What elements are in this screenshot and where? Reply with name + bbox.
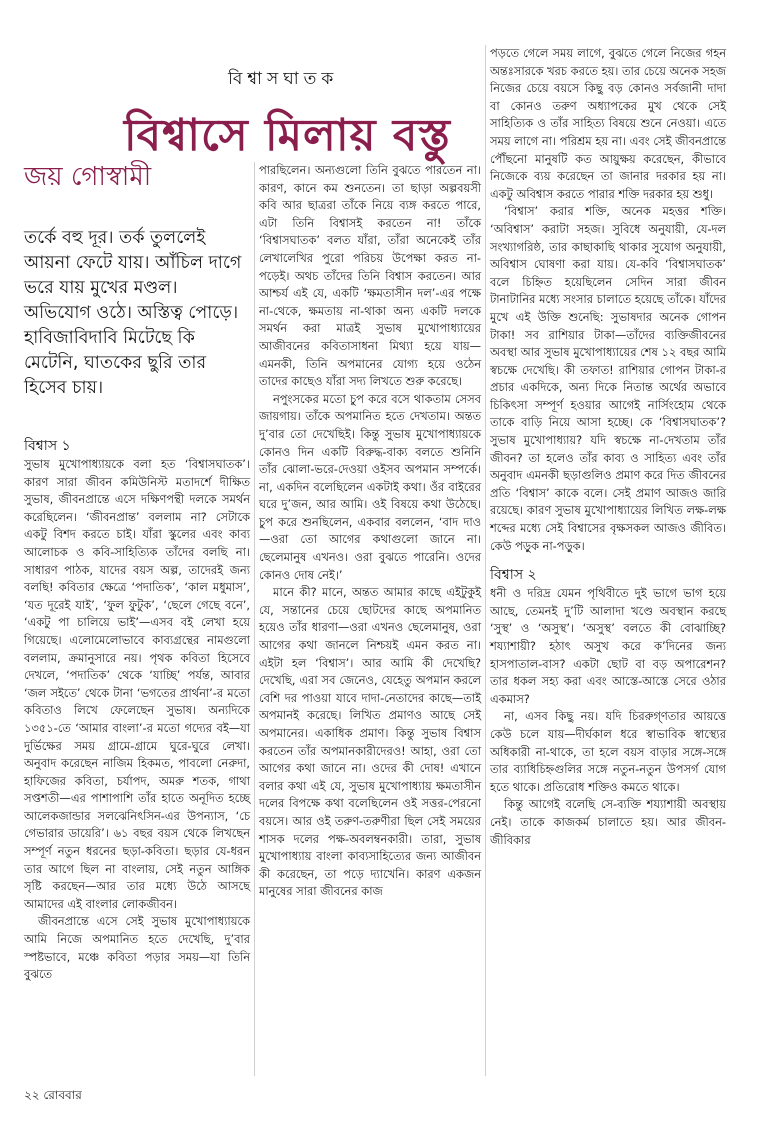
section-kicker: বিশ্বাসঘাতক: [228, 69, 339, 89]
section-heading: বিশ্বাস ২: [490, 567, 537, 584]
headline: বিশ্বাসে মিলায় বস্তু: [124, 110, 451, 161]
lede-paragraph: তর্কে বহু দূর। তর্ক তুললেই আয়না ফেটে যায়। আঁচিল দাগে ভরে যায় মুখের মণ্ডল। অভিযোগ ওঠে। অস্তিত্ব পোড়ে। হাবিজাবিদাবি মিটেছে কি মেটেনি, ঘাতকের ছুরি তার হিসেব চায়।: [24, 228, 242, 398]
section-heading: বিশ্বাস ১: [24, 438, 71, 454]
body-paragraph: ‘বিশ্বাস’ করার শক্তি, অনেক মহত্তর শক্তি। ‘অবিশ্বাস’ করাটা সহজ। সুবিধে অনুযায়ী, যে-দল সংখ্যাগরিষ্ঠ, তার কাছাকাছি থাকার সুযোগ অনুযায়ী, অবিশ্বাস ঘোষণা করা যায়। যে-কবি ‘বিশ্বাসঘাতক’ বলে চিহ্নিত হয়েছিলেন সেদিন সারা জীবন টানাটানির মধ্যে সংসার চালাতে হয়েছে তাঁকে। যাঁদের মুখে এই উক্তি শুনেছি: সুভাষদার অনেক গোপন টাকা! সব রাশিয়ার টাকা—তাঁদের ব্যক্তিজীবনের অবস্থা আর সুভাষ মুখোপাধ্যায়ের শেষ ১২ বছর আমি স্বচক্ষে দেখেছি। কী তফাত! রাশিয়ার গোপন টাকা-র প্রচার একদিকে, অন্য দিকে নিতান্ত অর্থের অভাবে চিকিৎসা সম্পূর্ণ হওয়ার আগেই নার্সিংহোম থেকে তাকে বাড়ি নিয়ে আসা হচ্ছে। কে ‘বিশ্বাসঘাতক’? সুভাষ মুখোপাধ্যায়? যদি স্বচক্ষে না-দেখতাম তাঁর জীবন? তা হলেও তাঁর কাব্য ও সাহিত্য এবং তাঁর অনুবাদ এমনকী ছড়াগুলিও প্রমাণ করে দিত জীবনের প্রতি ‘বিশ্বাস’ কাকে বলে। সেই প্রমাণ আজও জারি রয়েছে। কারণ সুভাষ মুখোপাধ্যায়ের লিখিত লক্ষ-লক্ষ শব্দের মধ্যে সেই বিশ্বাসের বৃক্ষসকল আজও জীবিত। কেউ পড়ুক না-পড়ুক।: [490, 204, 726, 553]
body-paragraph: জীবনপ্রান্তে এসে সেই সুভাষ মুখোপাধ্যায়কে আমি নিজে অপমানিত হতে দেখেছি, দু’বার স্পষ্টভাবে, মঞ্চে কবিতা পড়ার সময়—যা তিনি বুঝতে: [24, 914, 250, 982]
body-column-3: [490, 45, 726, 1076]
body-column-2: [259, 162, 481, 1076]
body-paragraph: না, এসব কিছু নয়। যদি চিররুগ্‌ণতার আয়ত্তে কেউ চলে যায়—দীর্ঘকাল ধরে স্বাভাবিক স্বাস্থ্যের অধিকারী না-থাকে, তা হলে বয়স বাড়ার সঙ্গে-সঙ্গে তার ব্যাধিচিহ্নগুলির সঙ্গে নতুন-নতুন উপসর্গ যোগ হতে থাকে। প্রতিরোধ শক্তিও কমতে থাকে।: [490, 709, 726, 794]
body-paragraph: মানে কী? মানে, অন্তত আমার কাছে এইটুকুই যে, সন্তানের চেয়ে ছোটদের কাছে অপমানিত হয়েও তাঁর ধারণা—ওরা এখনও ছেলেমানুষ, ওরা আগের কথা জানলে নিশ্চয়ই এমন করত না। এইটা হল ‘বিশ্বাস’। আর আমি কী দেখেছি? দেখেছি, এরা সব জেনেও, যেহেতু অপমান করলে বেশি দর পাওয়া যাবে দাদা-নেতাদের কাছে—তাই অপমানই করেছে। লিখিত প্রমাণও আছে সেই অপমানের। একাধিক প্রমাণ। কিন্তু সুভাষ বিশ্বাস করতেন তাঁর অপমানকারীদেরও! আহা, ওরা তো আগের কথা জানে না। ওদের কী দোষ! এখানে বলার কথা এই যে, সুভাষ মুখোপাধ্যায় ক্ষমতাসীন দলের বিপক্ষে কথা বলেছিলেন ওই সত্তর-পেরনো বয়সে। আর ওই তরুণ-তরুণীরা ছিল সেই সময়ের শাসক দলের পক্ষ-অবলম্বনকারী। তারা, সুভাষ মুখোপাধ্যায় বাংলা কাব্যসাহিত্যের জন্য আজীবন কী করেছেন, তা পড়ে দ্যাখেনি। কারণ একজন মানুষের সারা জীবনের কাজ: [259, 585, 481, 899]
body-paragraph: পড়তে গেলে সময় লাগে, বুঝতে গেলে নিজের গহন অন্তঃসারকে খরচ করতে হয়। তার চেয়ে অনেক সহজ নিজের চেয়ে বয়সে কিছু বড় কোনও সর্বজানী দাদা বা কোনও তরুণ অধ্যাপকের মুখ থেকে সেই সাহিত্যিক ও তাঁর সাহিত্য বিষয়ে শুনে নেওয়া। এতে সময় লাগে না। পরিশ্রম হয় না। এবং সেই জীবনপ্রান্তে পৌঁছনো মানুষটি কত আয়ুক্ষয় করেছেন, কীভাবে নিজেকে ব্যয় করেছেন তা জানার দরকার হয় না। একটু অবিশ্বাস করতে পারার শক্তি দরকার হয় শুধু।: [490, 46, 726, 201]
body-paragraph: পারছিলেন। অন্যগুলো তিনি বুঝতে পারতেন না। কারণ, কানে কম শুনতেন। তা ছাড়া অল্পবয়সী কবি আর ছাত্ররা তাঁকে নিয়ে ব্যঙ্গ করতে পারে, এটা তিনি বিশ্বাসই করতেন না! তাঁকে ‘বিশ্বাসঘাতক’ বলত যাঁরা, তাঁরা অনেকেই তাঁর লেখালেখির পুরো পরিচয় উপেক্ষা করত না-পড়েই। অথচ তাঁদের তিনি বিশ্বাস করতেন। আর আশ্চর্য এই যে, একটি ‘ক্ষমতাসীন দল’-এর পক্ষে না-থেকে, ক্ষমতায় না-থাকা অন্য একটি দলকে সমর্থন করা মাত্রই সুভাষ মুখোপাধ্যায়ের আজীবনের কবিতাসাধনা মিথ্যা হয়ে যায়—এমনকী, তিনি অপমানের যোগ্য হয়ে ওঠেন তাদের কাছেও যাঁরা সদ্য লিখতে শুরু করেছে।: [259, 163, 481, 389]
body-paragraph: সুভাষ মুখোপাধ্যায়কে বলা হত ‘বিশ্বাসঘাতক’। কারণ সারা জীবন কমিউনিস্ট মতাদর্শে দীক্ষিত সুভাষ, জীবনপ্রান্তে এসে দক্ষিণপন্থী দলকে সমর্থন করেছিলেন। ‘জীবনপ্রান্ত’ বললাম না? সেটাকে একটু বিশদ করতে চাই। যাঁরা স্কুলের এবং কাব্য আলোচক ও কবি-সাহিত্যিক তাঁদের বলছি না। সাধারণ পাঠক, যাদের বয়স অল্প, তাদেরই জন্য বলছি! কবিতার ক্ষেত্রে ‘পদাতিক’, ‘কাল মধুমাস’, ‘যত দূরেই যাই’, ‘ফুল ফুটুক’, ‘ছেলে গেছে বনে’, ‘একটু পা চালিয়ে ভাই’—এসব বই লেখা হয়ে গিয়েছে। এলোমেলোভাবে কাব্যগ্রন্থের নামগুলো বললাম, ক্রমানুসারে নয়। পৃথক কবিতা হিসেবে দেখলে, ‘পদাতিক’ থেকে ‘যাচ্ছি’ পর্যন্ত, আবার ‘জল সইতে’ থেকে টানা ‘ভগতের প্রার্থনা’-র মতো কবিতাও লিখে ফেলেছেন সুভাষ। অন্যদিকে ১৩৫১-তে ‘আমার বাংলা’-র মতো গদ্যের বই—যা দুর্ভিক্ষের সময় গ্রামে-গ্রামে ঘুরে-ঘুরে লেখা। অনুবাদ করেছেন নাজিম হিকমত, পাবলো নেরুদা, হাফিজের কবিতা, চর্যাপদ, অমরু শতক, গাথা সপ্তশতী—এর পাশাপাশি তাঁর হাতে অনূদিত হচ্ছে আলেকজান্ডার সলঝেনিৎসিন-এর উপন্যাস, ‘চে গেভারার ডায়েরি’। ৬১ বছর বয়স থেকে লিখছেন সম্পূর্ণ নতুন ধরনের ছড়া-কবিতা। ছড়ার যে-ধরন তার আগে ছিল না বাংলায়, সেই নতুন আঙ্গিক সৃষ্টি করছেন—আর তার মধ্যে উঠে আসছে আমাদের এই বাংলার লোকজীবন।: [24, 457, 250, 911]
body-paragraph: নপুংসকের মতো চুপ করে বসে থাকতাম সেসব জায়গায়। তাঁকে অপমানিত হতে দেখতাম। অন্তত দু’বার তো দেখেছিই। কিন্তু সুভাষ মুখোপাধ্যায়কে কোনও দিন একটি বিরুদ্ধ-বাক্য বলতে শুনিনি তাঁর ঝোলা-ভরে-দেওয়া ওইসব অপমান সম্পর্কে। না, একদিন বলেছিলেন একটাই কথা। ওঁর বাইরের ঘরে দু’জন, আর আমি। ওই বিষয়ে কথা উঠেছে। চুপ করে শুনছিলেন, একবার বললেন, ‘বাদ দাও—ওরা তো আগের কথাগুলো জানে না। ছেলেমানুষ এখনও। ওরা বুঝতে পারেনি। ওদের কোনও দোষ নেই।’: [259, 391, 481, 582]
body-paragraph: ধনী ও দরিদ্র যেমন পৃথিবীতে দুই ভাগে ভাগ হয়ে আছে, তেমনই দু’টি আলাদা খণ্ডে অবস্থান করছে ‘সুস্থ’ ও ‘অসুস্থ’। ‘অসুস্থ’ বলতে কী বোঝাচ্ছি? শয্যাশায়ী? হঠাৎ অসুখ করে ক’দিনের জন্য হাসপাতাল-বাস? একটা ছোট বা বড় অপারেশন? তার ধকল সহ্য করা এবং আস্তে-আস্তে সেরে ওঠার একমাস?: [490, 586, 726, 706]
body-column-1: [24, 436, 250, 1076]
body-paragraph: কিন্তু আগেই বলেছি সে-ব্যক্তি শয্যাশায়ী অবস্থায় নেই। তাকে কাজকর্ম চালাতে হয়। আর জীবন-জীবিকার: [490, 797, 726, 847]
column-rule: [254, 162, 255, 1076]
page-folio: ২২ রোববার: [24, 1088, 82, 1102]
column-rule: [485, 45, 486, 1076]
author-byline: জয় গোস্বামী: [24, 162, 152, 192]
